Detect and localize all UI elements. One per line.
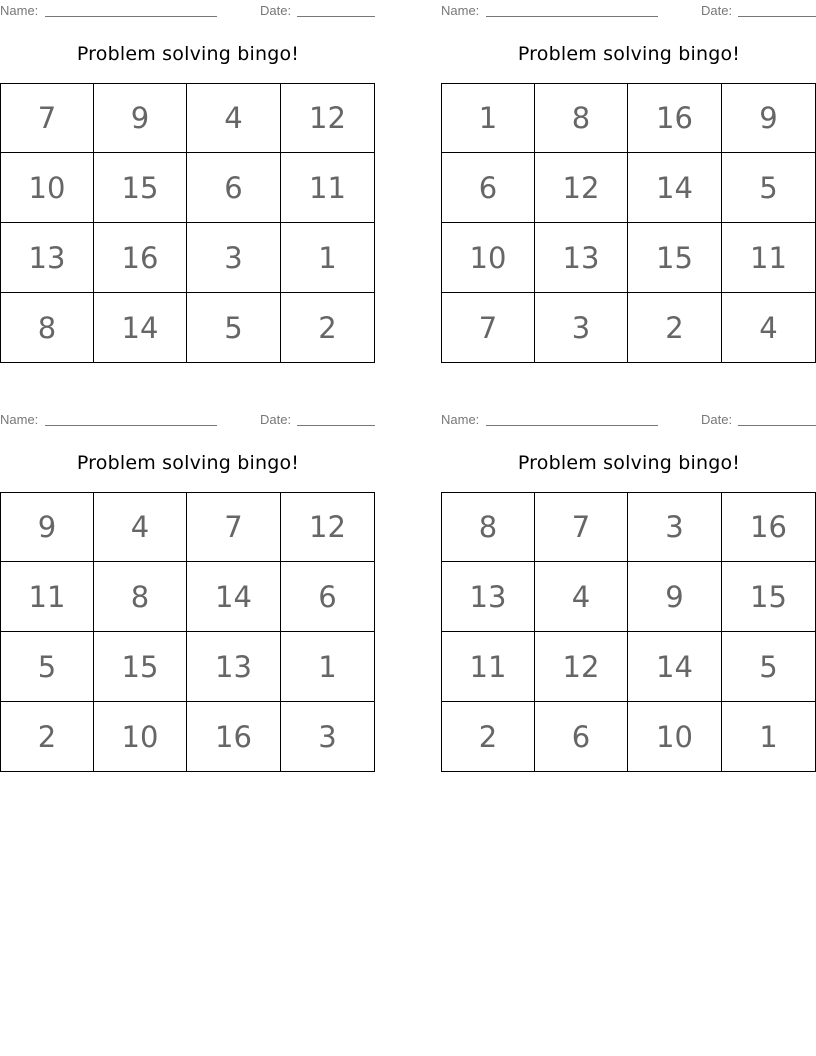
date-label: Date:	[260, 412, 292, 427]
date-blank-line	[738, 425, 816, 426]
bingo-cell: 3	[535, 293, 628, 362]
bingo-cell: 2	[442, 702, 535, 771]
date-blank-line	[297, 16, 375, 17]
bingo-cell: 12	[535, 153, 628, 223]
bingo-cell: 7	[1, 84, 94, 153]
bingo-cell: 15	[94, 632, 187, 702]
bingo-cell: 10	[94, 702, 187, 771]
bingo-cell: 14	[94, 293, 187, 362]
bingo-cell: 8	[94, 562, 187, 632]
bingo-cell: 5	[722, 632, 815, 702]
bingo-cell: 2	[1, 702, 94, 771]
name-date-header	[441, 412, 816, 428]
bingo-cell: 1	[442, 84, 535, 153]
name-blank-line	[486, 425, 658, 426]
card-title: Problem solving bingo!	[76, 452, 300, 474]
bingo-cell: 13	[187, 632, 281, 702]
bingo-cell: 10	[442, 223, 535, 293]
bingo-cell: 2	[628, 293, 722, 362]
bingo-cell: 8	[1, 293, 94, 362]
bingo-cell: 9	[1, 493, 94, 562]
bingo-cell: 16	[628, 84, 722, 153]
bingo-cell: 10	[1, 153, 94, 223]
name-date-header	[0, 412, 376, 428]
bingo-grid	[0, 492, 375, 772]
bingo-cell: 15	[628, 223, 722, 293]
bingo-cell: 1	[759, 719, 778, 754]
bingo-cell: 11	[281, 153, 374, 223]
bingo-cell: 7	[442, 293, 535, 362]
bingo-cell: 4	[187, 84, 281, 153]
bingo-cell: 1	[281, 223, 374, 293]
bingo-cell: 14	[187, 562, 281, 632]
bingo-cell: 3	[628, 493, 722, 562]
bingo-cell: 10	[628, 702, 722, 771]
date-label: Date:	[701, 412, 733, 427]
bingo-cell: 1	[281, 632, 374, 702]
bingo-cell: 11	[722, 223, 815, 293]
bingo-cell: 7	[535, 493, 628, 562]
bingo-cell: 9	[628, 562, 722, 632]
card-title: Problem solving bingo!	[517, 43, 741, 65]
card-title: Problem solving bingo!	[76, 43, 300, 65]
bingo-cell: 3	[318, 719, 337, 754]
bingo-cell: 4	[759, 310, 778, 345]
bingo-cell: 11	[442, 632, 535, 702]
bingo-cell: 5	[722, 153, 815, 223]
bingo-cell: 3	[187, 223, 281, 293]
bingo-cell: 16	[722, 493, 815, 562]
bingo-grid	[441, 492, 816, 772]
bingo-cell: 9	[722, 84, 815, 153]
bingo-cell: 8	[535, 84, 628, 153]
bingo-cell: 13	[442, 562, 535, 632]
date-label: Date:	[260, 3, 292, 18]
bingo-cell: 12	[281, 84, 374, 153]
date-label: Date:	[701, 3, 733, 18]
bingo-cell: 12	[281, 493, 374, 562]
bingo-cell: 6	[442, 153, 535, 223]
bingo-grid	[441, 83, 816, 363]
name-blank-line	[45, 425, 217, 426]
bingo-cell: 6	[535, 702, 628, 771]
bingo-cell: 16	[94, 223, 187, 293]
bingo-cell: 7	[187, 493, 281, 562]
bingo-cell: 5	[1, 632, 94, 702]
bingo-cell: 15	[94, 153, 187, 223]
card-title: Problem solving bingo!	[517, 452, 741, 474]
name-label: Name:	[441, 412, 480, 427]
bingo-cell: 6	[281, 562, 374, 632]
bingo-cell: 12	[535, 632, 628, 702]
name-date-header	[0, 3, 376, 19]
date-blank-line	[297, 425, 375, 426]
bingo-cell: 4	[535, 562, 628, 632]
bingo-cell: 13	[1, 223, 94, 293]
date-blank-line	[738, 16, 816, 17]
name-label: Name:	[0, 412, 39, 427]
bingo-cell: 14	[628, 153, 722, 223]
name-label: Name:	[0, 3, 39, 18]
bingo-cell: 14	[628, 632, 722, 702]
bingo-cell: 13	[535, 223, 628, 293]
bingo-cell: 2	[318, 310, 337, 345]
name-date-header	[441, 3, 816, 19]
bingo-cell: 5	[187, 293, 281, 362]
bingo-cell: 15	[722, 562, 815, 632]
name-blank-line	[45, 16, 217, 17]
bingo-grid	[0, 83, 375, 363]
bingo-cell: 4	[94, 493, 187, 562]
bingo-cell: 6	[187, 153, 281, 223]
bingo-cell: 9	[94, 84, 187, 153]
bingo-cell: 8	[442, 493, 535, 562]
bingo-cell: 16	[187, 702, 281, 771]
bingo-cell: 11	[1, 562, 94, 632]
name-blank-line	[486, 16, 658, 17]
name-label: Name:	[441, 3, 480, 18]
